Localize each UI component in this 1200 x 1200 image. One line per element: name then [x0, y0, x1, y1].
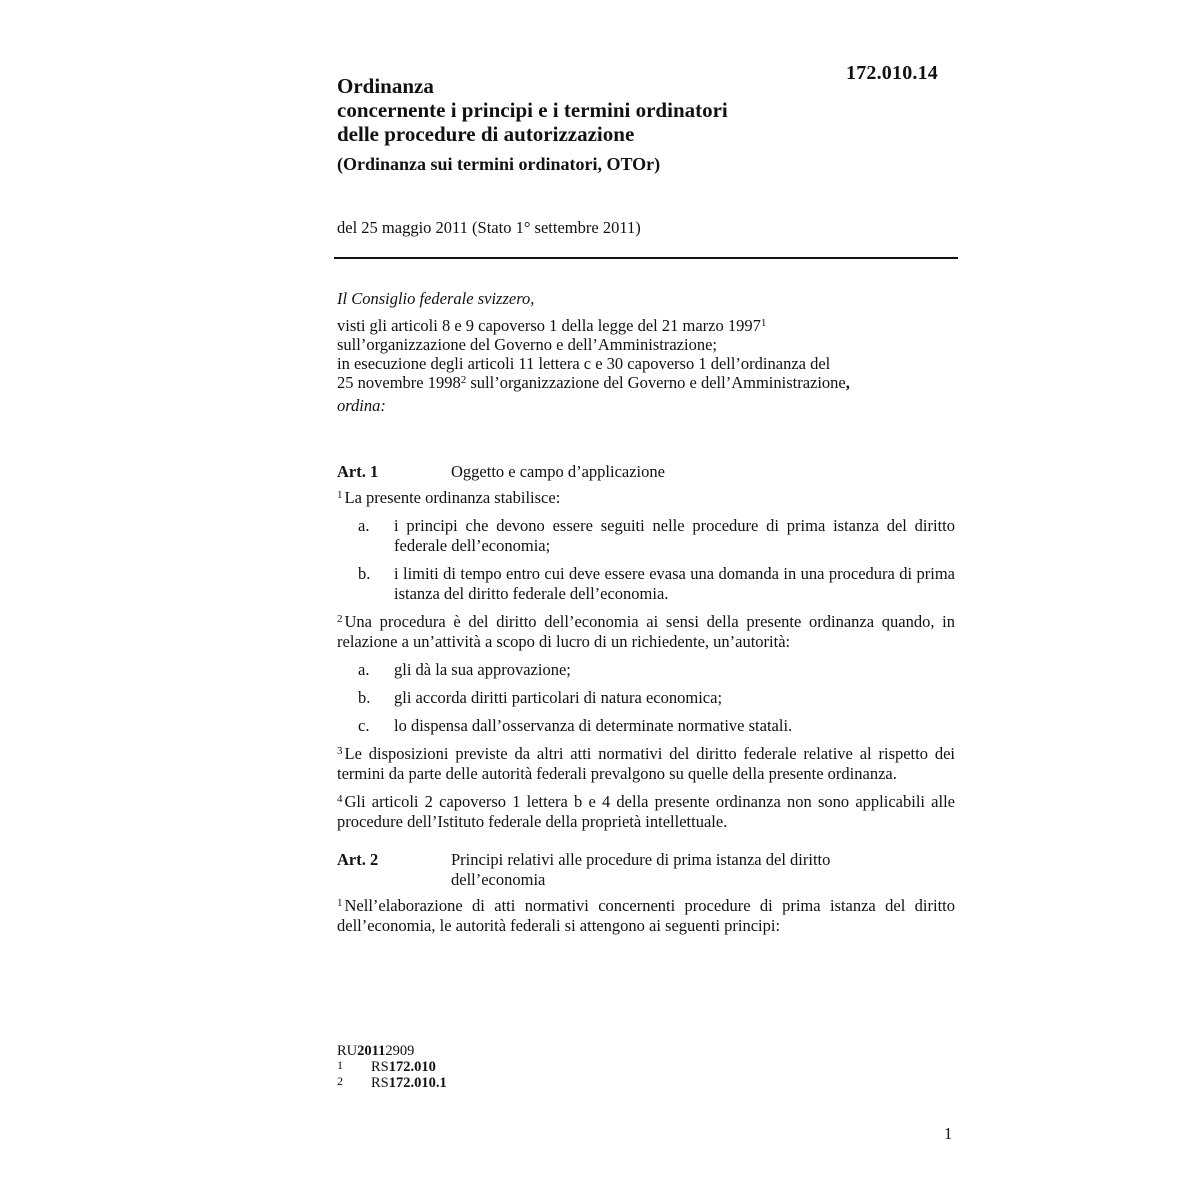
- preamble-authority: Il Consiglio federale svizzero,: [337, 289, 535, 308]
- preamble-ordina: ordina:: [337, 396, 386, 415]
- preamble-line-4-rest: sull’organizzazione del Governo e dell’Amministrazione: [466, 373, 846, 392]
- short-title: (Ordinanza sui termini ordinatori, OTOr): [337, 154, 661, 174]
- article-2-number: Art. 2: [337, 850, 379, 869]
- ru-year: 2011: [357, 1043, 386, 1059]
- title-block: [337, 74, 857, 176]
- article-1-number: Art. 1: [337, 462, 379, 481]
- title-line-3: delle procedure di autorizzazione: [337, 122, 635, 146]
- list-letter: c.: [358, 716, 370, 735]
- paragraph-number: 1: [337, 897, 343, 909]
- paragraph-text: Una procedura è del diritto dell’economia ai sensi della presente ordinanza quando, in relazione a un’attività a scopo di lucro di un richiedente, un’autorità:: [337, 612, 955, 651]
- title-line-1: Ordinanza: [337, 74, 434, 98]
- list-item: [337, 564, 955, 604]
- list-letter: a.: [358, 660, 370, 679]
- footnote-number: 2: [337, 1074, 343, 1088]
- paragraph-number: 1: [337, 489, 343, 501]
- article-1-paragraph-2: [337, 612, 955, 652]
- article-2-title-line-1: Principi relativi alle procedure di prima istanza del diritto: [451, 850, 831, 869]
- list-item: [337, 688, 955, 708]
- article-2-heading: [337, 850, 955, 890]
- article-1-paragraph-4: [337, 792, 955, 832]
- list-text: i limiti di tempo entro cui deve essere evasa una domanda in una procedura di prima istanza del diritto federale dell’economia.: [394, 564, 955, 603]
- ru-prefix: RU: [337, 1043, 358, 1059]
- footnote-number: 1: [337, 1058, 343, 1072]
- list-item: [337, 660, 955, 680]
- preamble-line-4-start: 25 novembre 1998: [337, 373, 461, 392]
- list-item: [337, 716, 955, 736]
- ru-page: 2909: [385, 1043, 415, 1059]
- preamble-line-2: sull’organizzazione del Governo e dell’Amministrazione;: [337, 335, 717, 354]
- page-number: 1: [944, 1124, 953, 1143]
- paragraph-text: Nell’elaborazione di atti normativi concernenti procedure di prima istanza del diritto dell’economia, le autorità federali si attengono ai seguenti principi:: [337, 896, 955, 935]
- preamble: [337, 289, 957, 415]
- preamble-line-4-comma: ,: [845, 373, 850, 392]
- footnote-ref-1[interactable]: 1: [760, 317, 767, 329]
- article-1-paragraph-1: [337, 488, 955, 508]
- paragraph-number: 3: [337, 745, 343, 757]
- list-letter: b.: [358, 564, 371, 583]
- footnote-prefix: RS: [371, 1059, 389, 1075]
- footnote-2: [337, 1075, 447, 1091]
- footnote-reference-link[interactable]: 172.010: [388, 1059, 436, 1075]
- list-letter: b.: [358, 688, 371, 707]
- footnotes: [337, 1043, 447, 1091]
- list-text: lo dispensa dall’osservanza di determinate normative statali.: [394, 716, 793, 735]
- article-2-title-line-2: dell’economia: [451, 870, 546, 889]
- preamble-line-1: [337, 316, 957, 335]
- articles: [337, 462, 955, 944]
- article-1-paragraph-3: [337, 744, 955, 784]
- list-text: gli accorda diritti particolari di natura economica;: [394, 688, 723, 707]
- footnote-prefix: RS: [371, 1075, 389, 1091]
- list-letter: a.: [358, 516, 370, 535]
- article-1-title: Oggetto e campo d’applicazione: [451, 462, 665, 481]
- footnote-reference-link[interactable]: 172.010.1: [388, 1075, 447, 1091]
- list-item: [337, 516, 955, 556]
- list-text: gli dà la sua approvazione;: [394, 660, 571, 679]
- paragraph-text: Gli articoli 2 capoverso 1 lettera b e 4 della presente ordinanza non sono applicabili alle procedure dell’Istituto federale della proprietà intellettuale.: [337, 792, 955, 831]
- preamble-line-4: [337, 373, 957, 392]
- paragraph-text: La presente ordinanza stabilisce:: [344, 488, 561, 507]
- article-2-title: [451, 850, 955, 890]
- paragraph-number: 4: [337, 793, 343, 805]
- header-divider: [334, 257, 958, 259]
- article-1-heading: [337, 462, 955, 482]
- sr-number: 172.010.14: [846, 62, 938, 84]
- title-line-2: concernente i principi e i termini ordinatori: [337, 98, 728, 122]
- list-text: i principi che devono essere seguiti nelle procedure di prima istanza del diritto federale dell’economia;: [394, 516, 955, 555]
- paragraph-number: 2: [337, 613, 343, 625]
- enactment-date: del 25 maggio 2011 (Stato 1° settembre 2011): [337, 218, 641, 237]
- preamble-line-3: in esecuzione degli articoli 11 lettera c e 30 capoverso 1 dell’ordinanza del: [337, 354, 831, 373]
- paragraph-text: Le disposizioni previste da altri atti normativi del diritto federale relative al rispetto dei termini da parte delle autorità federali prevalgono su quelle della presente ordinanza.: [337, 744, 955, 783]
- preamble-line-1-text: visti gli articoli 8 e 9 capoverso 1 della legge del 21 marzo 1997: [337, 316, 761, 335]
- article-2-paragraph-1: [337, 896, 955, 936]
- footnote-ref-2[interactable]: 2: [460, 374, 467, 386]
